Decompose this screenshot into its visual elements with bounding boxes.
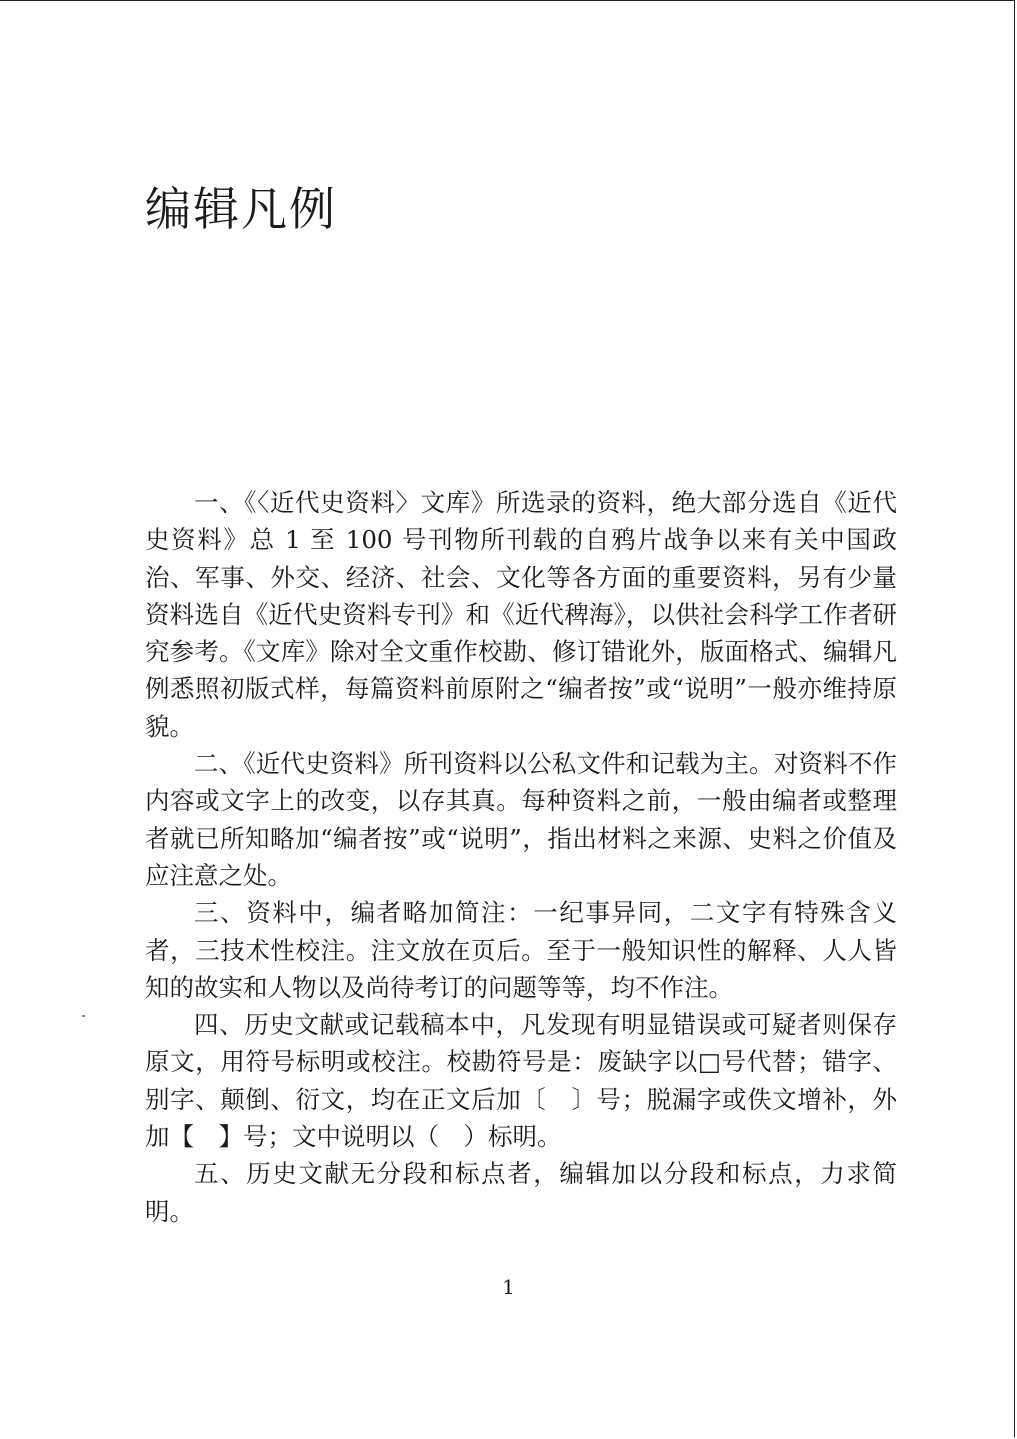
page-title: 编辑凡例 [145,182,337,236]
paragraph-2: 二、《近代史资料》所刊资料以公私文件和记载为主。对资料不作内容或文字上的改变，以存其真。每种资料之前，一般由编者或整理者就已所知略加“编者按”或“说明”，指出材料之来源、史料之价值及应注意之处。 [145,749,897,890]
page-number: 1 [502,1275,515,1299]
scan-speck [82,1015,85,1017]
body-text [145,484,897,1230]
paragraph-1: 一、《〈近代史资料〉文库》所选录的资料，绝大部分选自《近代史资料》总 1 至 100 号刊物所刊载的自鸦片战争以来有关中国政治、军事、外交、经济、社会、文化等各方面的重要资料，另有少量资料选自《近代史资料专刊》和《近代稗海》，以供社会科学工作者研究参考。《文库》除对全文重作校勘、修订错讹外，版面格式、编辑凡例悉照初版式样，每篇资料前原附之“编者按”或“说明”一般亦维持原貌。 [145,488,897,741]
paragraph-3: 三、资料中，编者略加简注：一纪事异同，二文字有特殊含义者，三技术性校注。注文放在页后。至于一般知识性的解释、人人皆知的故实和人物以及尚待考订的问题等等，均不作注。 [145,898,897,1002]
paragraph-4: 四、历史文献或记载稿本中，凡发现有明显错误或可疑者则保存原文，用符号标明或校注。校勘符号是：废缺字以□号代替；错字、别字、颠倒、衍文，均在正文后加〔 〕号；脱漏字或佚文增补，外加【 】号；文中说明以（ ）标明。 [145,1010,897,1152]
paragraph-5: 五、历史文献无分段和标点者，编辑加以分段和标点，力求简明。 [145,1159,897,1226]
